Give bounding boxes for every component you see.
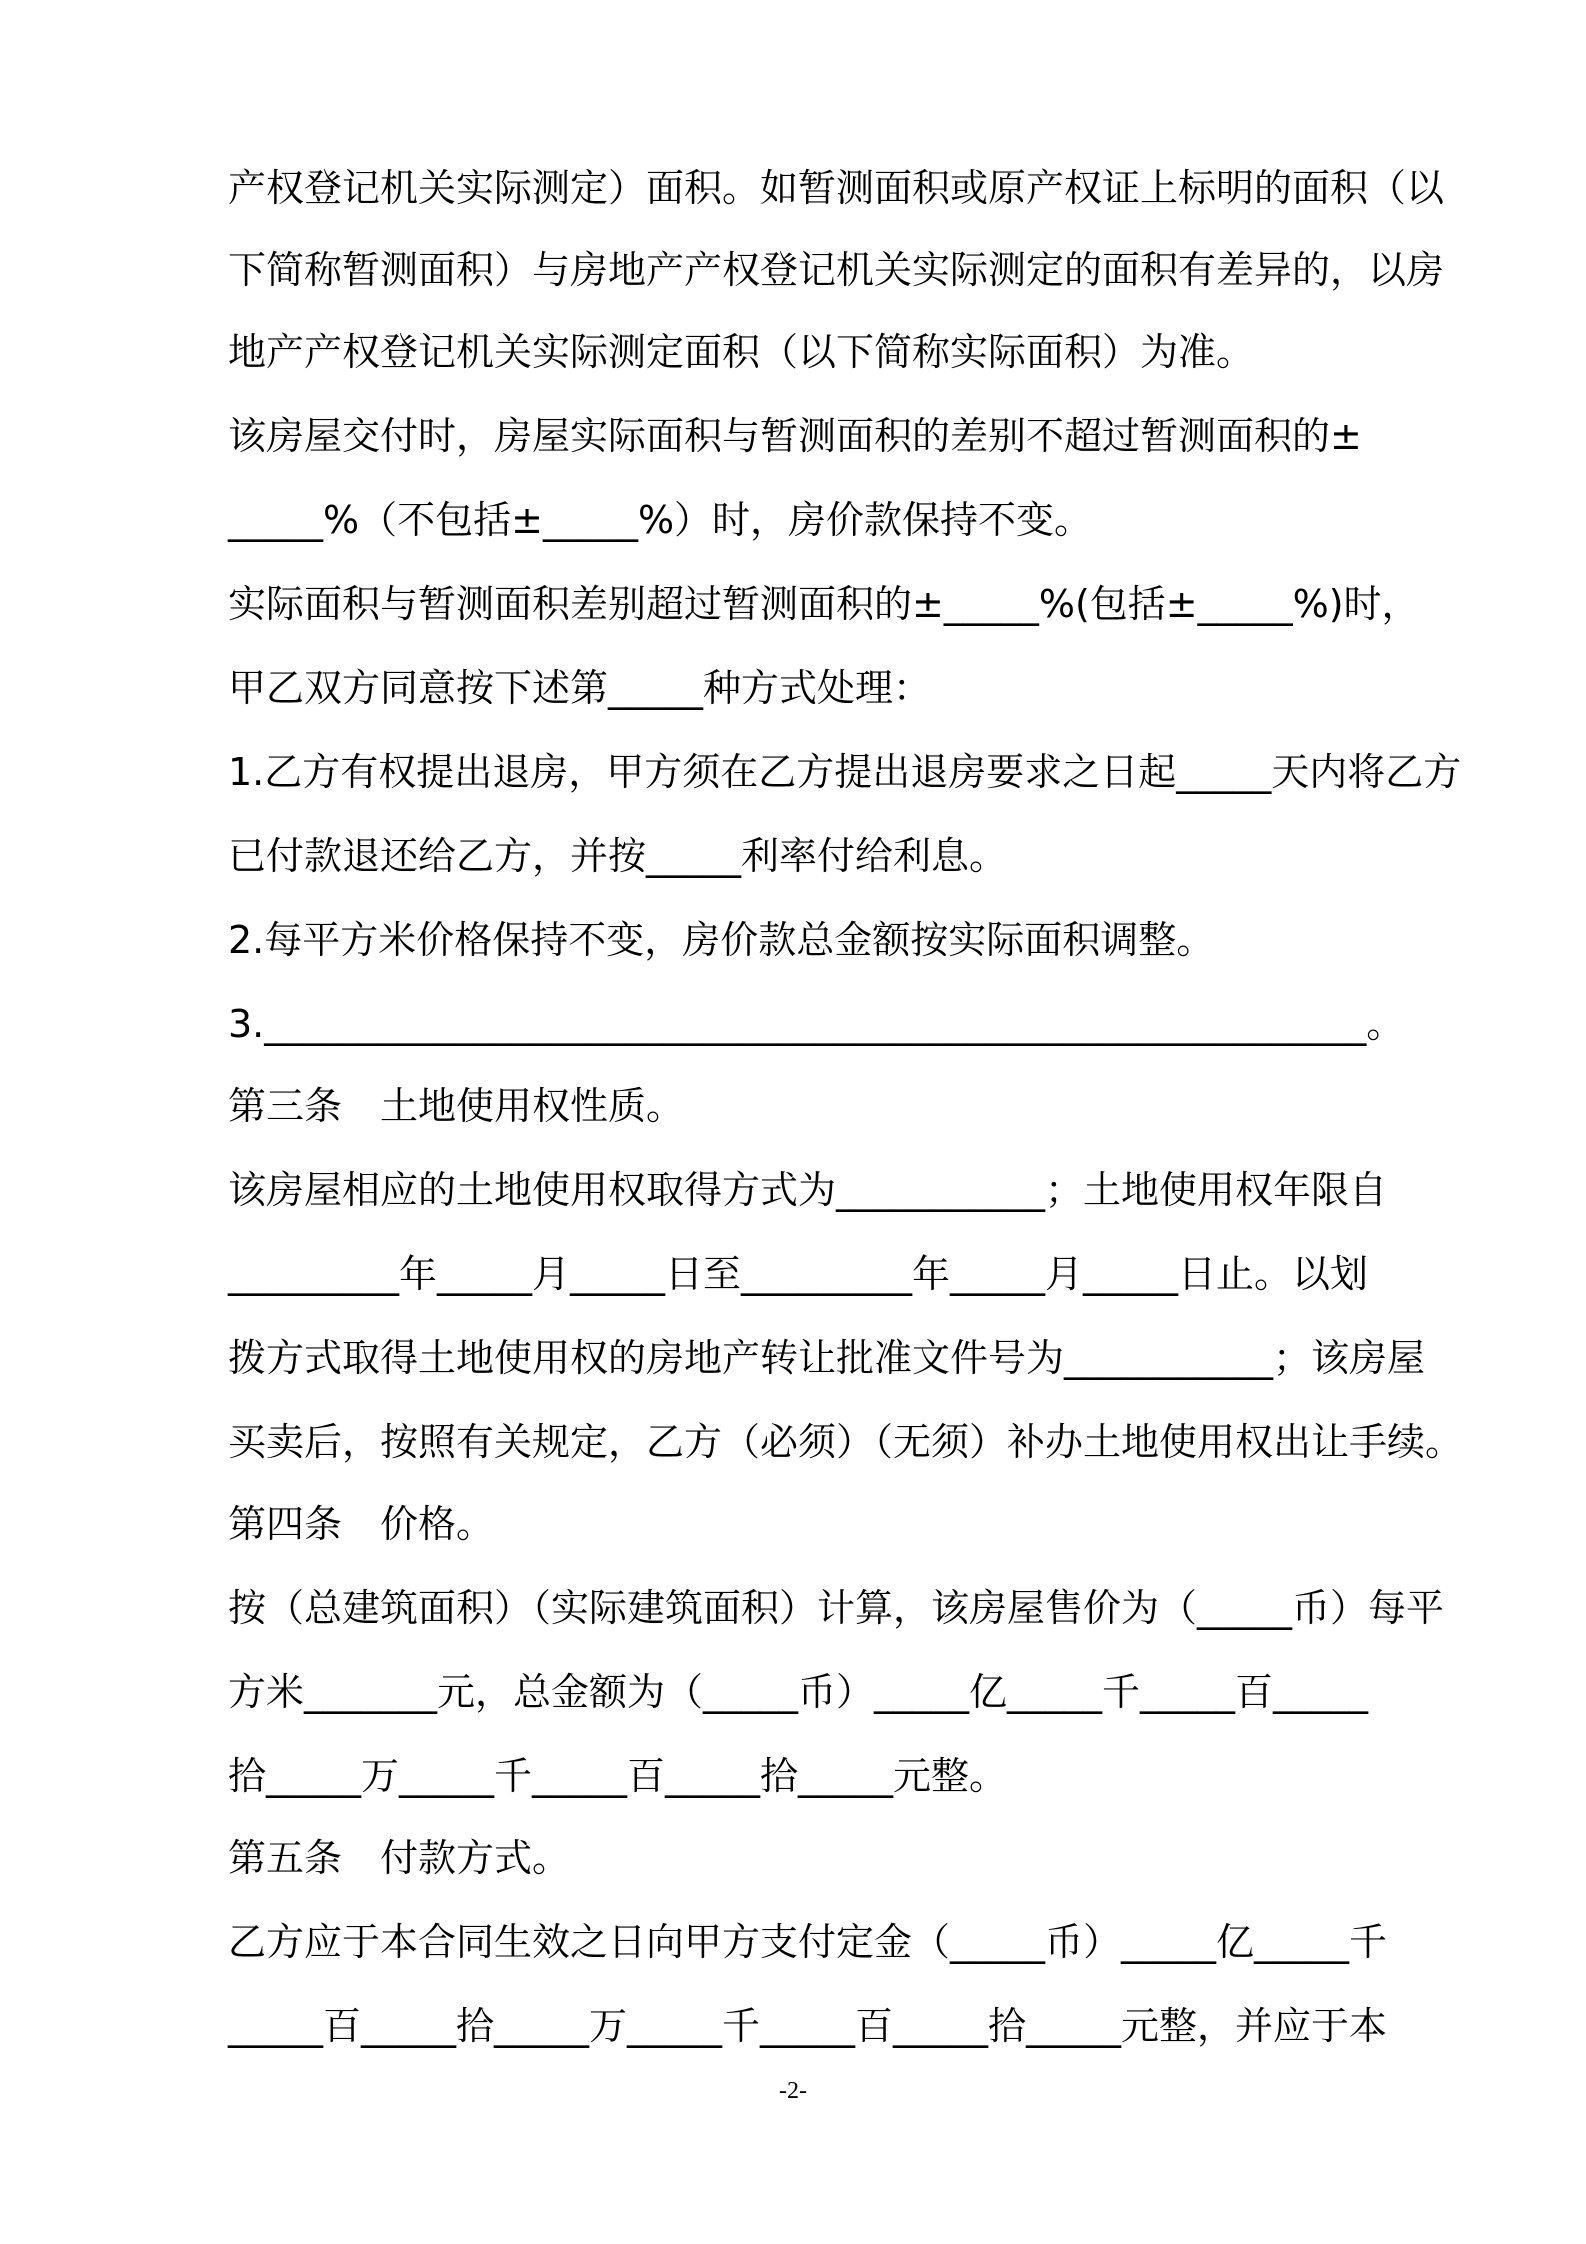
text-line: 产权登记机关实际测定）面积。如暂测面积或原产权证上标明的面积（以 <box>228 166 1445 210</box>
text-line: 乙方应于本合同生效之日向甲方支付定金（_____币）_____亿_____千 <box>228 1920 1388 1964</box>
text-line: 拨方式取得土地使用权的房地产转让批准文件号为___________；该房屋 <box>228 1336 1426 1380</box>
text-line: 地产产权登记机关实际测定面积（以下简称实际面积）为准。 <box>228 330 1255 374</box>
text-line: 1.乙方有权提出退房，甲方须在乙方提出退房要求之日起_____天内将乙方 <box>228 750 1462 794</box>
text-line: _____%（不包括±_____%）时，房价款保持不变。 <box>228 498 1093 542</box>
text-line: 已付款退还给乙方，并按_____利率付给利息。 <box>228 834 1008 878</box>
section-heading: 第四条 价格。 <box>228 1502 495 1546</box>
section-heading: 第五条 付款方式。 <box>228 1836 571 1880</box>
text-line: _________年_____月_____日至_________年_____月_____日止。以划 <box>228 1252 1369 1296</box>
page-number: -2- <box>779 2078 807 2104</box>
text-line: 实际面积与暂测面积差别超过暂测面积的±_____%(包括±_____%)时， <box>228 582 1420 626</box>
text-line: 甲乙双方同意按下述第_____种方式处理： <box>228 666 932 710</box>
text-line: 买卖后，按照有关规定，乙方（必须）（无须）补办土地使用权出让手续。 <box>228 1420 1464 1464</box>
text-line: 方米_______元，总金额为（_____币）_____亿_____千_____百_____ <box>228 1670 1369 1714</box>
text-line: _____百_____拾_____万_____千_____百_____拾_____元整，并应于本 <box>228 2004 1388 2048</box>
text-line: 3.__________________________________________________________。 <box>228 1002 1405 1046</box>
text-line: 拾_____万_____千_____百_____拾_____元整。 <box>228 1754 1008 1798</box>
text-line: 2.每平方米价格保持不变，房价款总金额按实际面积调整。 <box>228 918 1215 962</box>
section-heading: 第三条 土地使用权性质。 <box>228 1084 685 1128</box>
text-line: 该房屋交付时，房屋实际面积与暂测面积的差别不超过暂测面积的± <box>228 414 1362 458</box>
text-line: 该房屋相应的土地使用权取得方式为___________；土地使用权年限自 <box>228 1168 1388 1212</box>
text-line: 下简称暂测面积）与房地产产权登记机关实际测定的面积有差异的，以房 <box>228 248 1445 292</box>
text-line: 按（总建筑面积）（实际建筑面积）计算，该房屋售价为（_____币）每平 <box>228 1586 1445 1630</box>
